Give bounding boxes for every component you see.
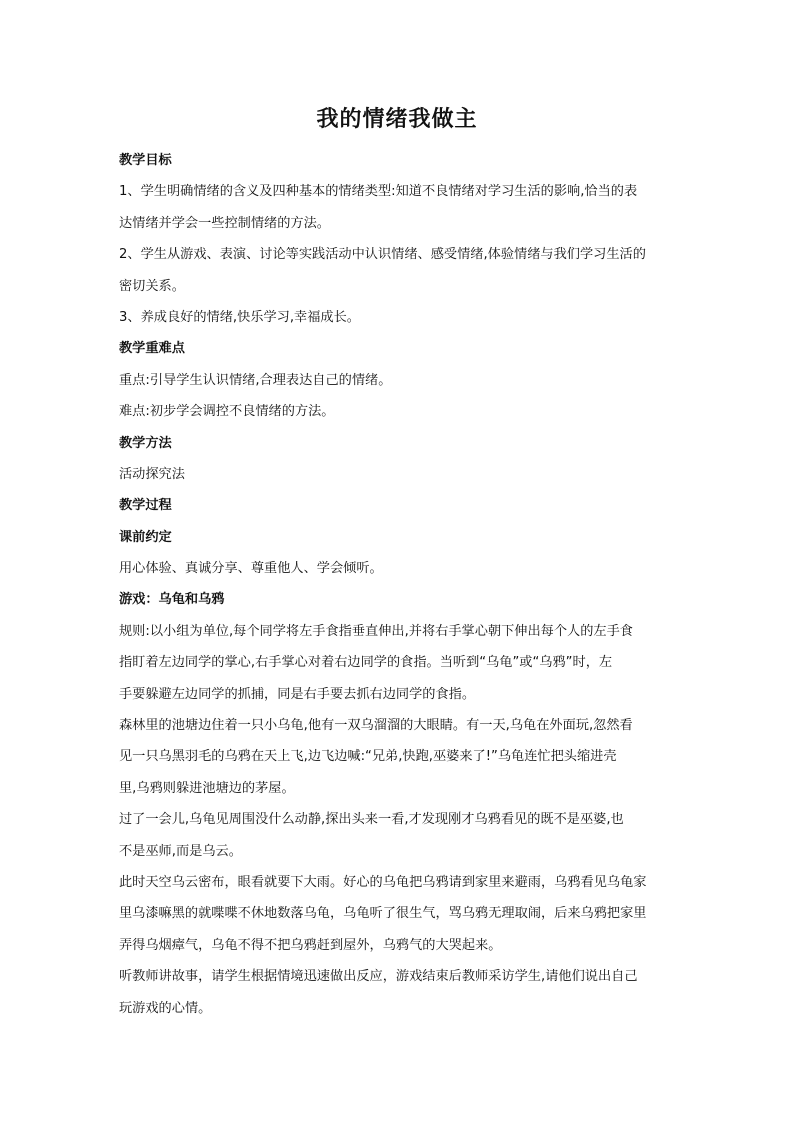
paragraph-line: 1、学生明确情绪的含义及四种基本的情绪类型:知道不良情绪对学习生活的影响,恰当的表: [119, 184, 638, 200]
paragraph-line: 不是巫师,而是乌云。: [119, 843, 242, 859]
paragraph-line: 3、养成良好的情绪,快乐学习,幸福成长。: [119, 309, 360, 325]
section-heading: 教学方法: [119, 435, 172, 451]
paragraph-line: 森林里的池塘边住着一只小乌龟,他有一双乌溜溜的大眼睛。有一天,乌龟在外面玩,忽然看: [119, 718, 633, 734]
paragraph-line: 听教师讲故事，请学生根据情境迅速做出反应，游戏结束后教师采访学生,请他们说出自己: [119, 969, 638, 985]
paragraph-line: 手要躲避左边同学的抓捕，同是右手要去抓右边同学的食指。: [119, 686, 476, 702]
paragraph-line: 里乌漆嘛黑的就喋喋不休地数落乌龟，乌龟听了很生气，骂乌鸦无理取闹，后来乌鸦把家里: [119, 906, 647, 922]
section-heading: 教学重难点: [119, 341, 185, 357]
paragraph-line: 指盯着左边同学的掌心,右手掌心对着右边同学的食指。当听到“乌龟”或“乌鸦”时，左: [119, 655, 613, 671]
document-title: 我的情绪我做主: [316, 107, 478, 132]
paragraph-line: 过了一会儿,乌龟见周围没什么动静,探出头来一看,才发现刚才乌鸦看见的既不是巫婆,也: [119, 812, 624, 828]
paragraph-line: 用心体验、真诚分享、尊重他人、学会倾听。: [119, 561, 383, 577]
paragraph-line: 达情绪并学会一些控制情绪的方法。: [119, 215, 330, 231]
paragraph-line: 密切关系。: [119, 278, 185, 294]
paragraph-line: 玩游戏的心情。: [119, 1000, 212, 1016]
paragraph-line: 此时天空乌云密布，眼看就要下大雨。好心的乌龟把乌鸦请到家里来避雨，乌鸦看见乌龟家: [119, 874, 647, 890]
paragraph-line: 见一只乌黑羽毛的乌鸦在天上飞,边飞边喊:“兄弟,快跑,巫婆来了!”乌龟连忙把头缩进壳: [119, 749, 617, 765]
paragraph-line: 难点:初步学会调控不良情绪的方法。: [119, 404, 335, 420]
section-heading: 课前约定: [119, 529, 172, 545]
paragraph-line: 重点:引导学生认识情绪,合理表达自己的情绪。: [119, 372, 392, 388]
section-heading: 教学目标: [119, 153, 172, 168]
paragraph-line: 弄得乌烟瘴气，乌龟不得不把乌鸦赶到屋外，乌鸦气的大哭起来。: [119, 937, 502, 953]
paragraph-line: 活动探究法: [119, 466, 185, 482]
section-heading: 教学过程: [119, 498, 172, 514]
paragraph-line: 规则:以小组为单位,每个同学将左手食指垂直伸出,并将右手掌心朝下伸出每个人的左手食: [119, 623, 633, 639]
paragraph-line: 里,乌鸦则躲进池塘边的茅屋。: [119, 780, 295, 796]
document-body: [119, 145, 677, 1024]
paragraph-line: 2、学生从游戏、表演、讨论等实践活动中认识情绪、感受情绪,体验情绪与我们学习生活的: [119, 247, 646, 263]
section-heading: 游戏：乌龟和乌鸦: [119, 592, 225, 608]
